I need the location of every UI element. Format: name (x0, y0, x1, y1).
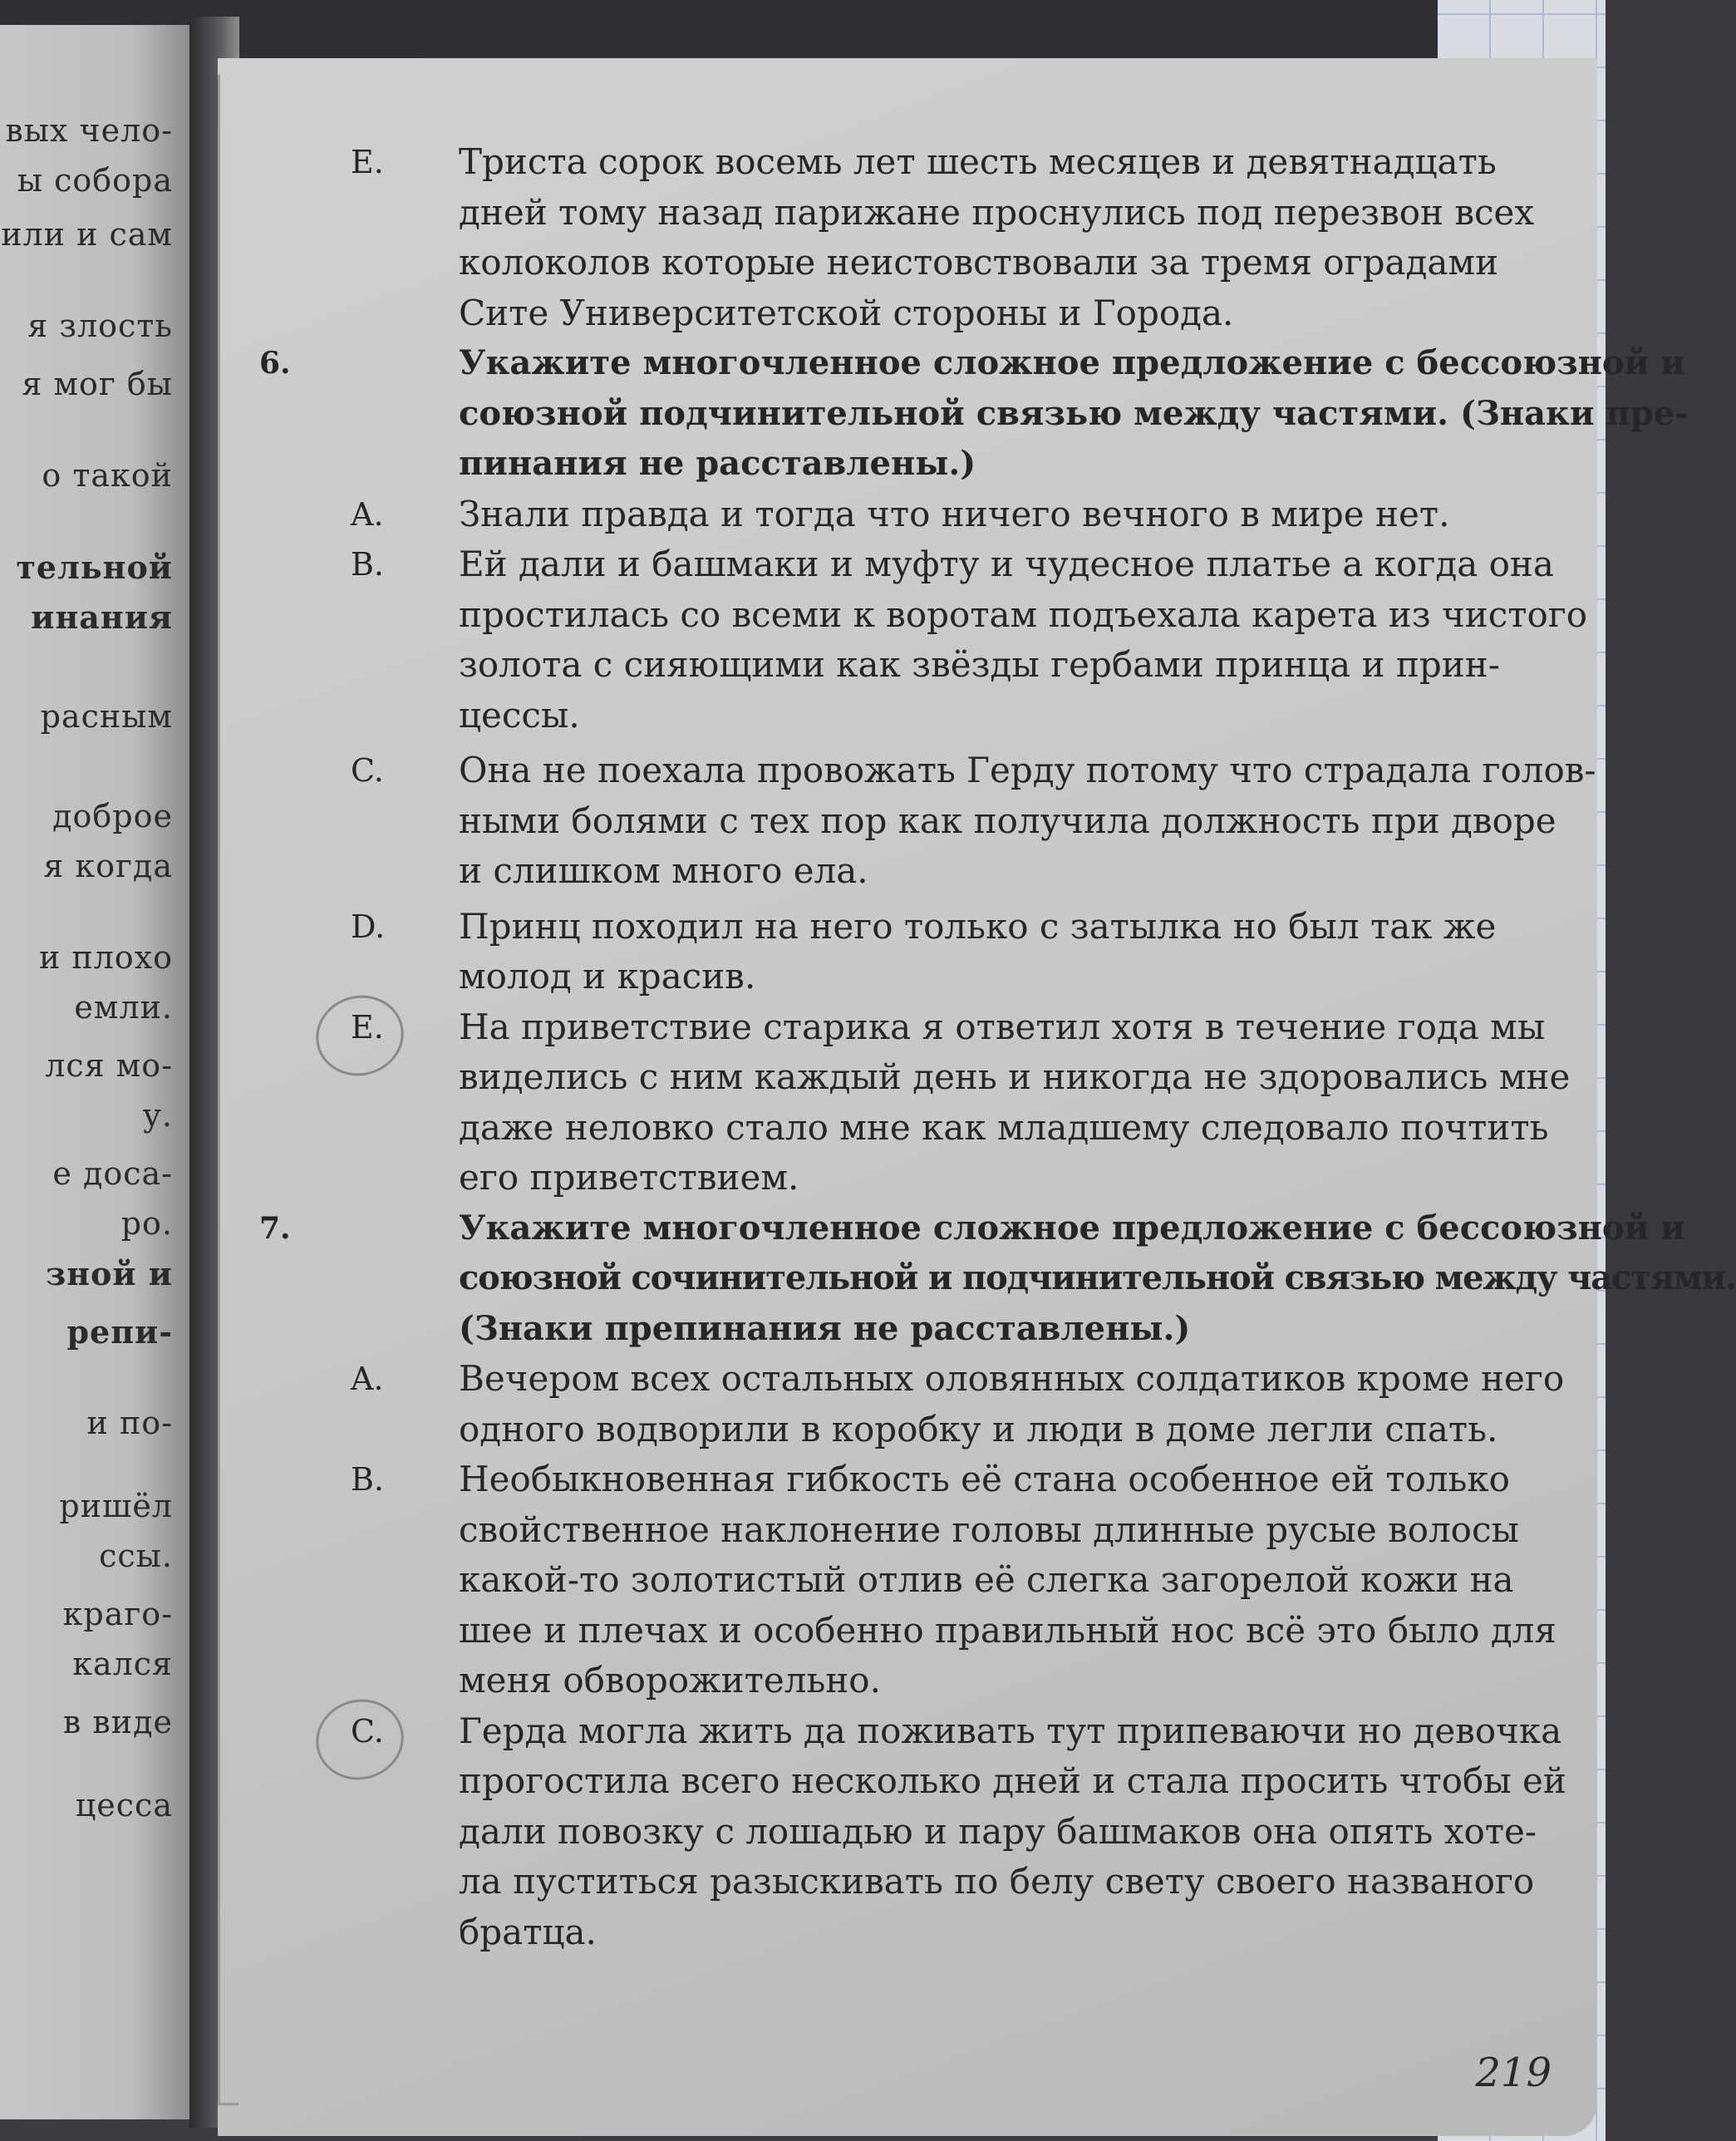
left-page-line: я когда (43, 848, 173, 884)
text-line: прогостила всего несколько дней и стала просить чтобы ей (459, 1760, 1566, 1801)
left-page-line: емли. (74, 989, 173, 1026)
left-page-line: е доса- (52, 1155, 173, 1192)
option-letter-circled (218, 1002, 459, 1203)
left-page-line: инания (31, 598, 173, 636)
text-line: и слишком много ела. (459, 850, 868, 891)
question-7 (218, 1203, 1736, 1355)
text-line: Принц походил на него только с затылка но был так же (459, 905, 1497, 947)
text-line: Она не поехала провожать Герду потому что страдала голов- (459, 750, 1596, 790)
option-letter: D. (351, 908, 386, 945)
text-line: Герда могла жить да поживать тут припеваючи но девочка (459, 1710, 1562, 1751)
left-page-line: и плохо (38, 939, 173, 976)
option-text (459, 490, 1564, 540)
text-line: союзной подчинительной связью между частями. (Знаки пре- (459, 393, 1689, 433)
text-line: простилась со всеми к воротам подъехала карета из чистого (459, 593, 1588, 635)
option-text (459, 746, 1596, 897)
option-text (459, 1454, 1564, 1706)
left-page-line: и по- (86, 1405, 173, 1441)
option-q5-e (218, 137, 1581, 338)
text-line: меня обворожительно. (459, 1660, 881, 1700)
option-text (459, 1706, 1564, 1958)
left-page-line: тельной (16, 549, 173, 586)
text-line: колоколов которые неистовствовали за тремя оградами (459, 242, 1499, 283)
option-text (459, 1002, 1571, 1203)
question-text (459, 338, 1689, 490)
text-line: шее и плечах и особенно правильный нос всё это было для (459, 1609, 1556, 1651)
text-line: (Знаки препинания не расставлены.) (459, 1308, 1191, 1348)
left-page-line: или и сам (1, 216, 173, 253)
right-page (218, 58, 1736, 2136)
text-line: ными болями с тех пор как получила должность при дворе (459, 800, 1556, 841)
option-letter-text: E. (351, 1008, 384, 1046)
option-q6-a (218, 490, 1581, 540)
text-line: Укажите многочленное сложное предложение с бессоюзной и (459, 1208, 1685, 1248)
left-page-line: о такой (42, 457, 173, 494)
text-line: На приветствие старика я ответил хотя в течение года мы (459, 1006, 1546, 1047)
left-page-line: я мог бы (22, 366, 173, 402)
text-line: молод и красив. (459, 956, 756, 997)
text-line: дали повозку с лошадью и пару башмаков она опять хоте- (459, 1810, 1537, 1852)
text-line: виделись с ним каждый день и никогда не здоровались мне (459, 1056, 1571, 1097)
option-letter: A. (351, 495, 384, 533)
text-line: золота с сияющими как звёзды гербами принца и прин- (459, 644, 1500, 685)
option-letter-text: C. (351, 1712, 384, 1750)
option-letter-circled (218, 1706, 459, 1958)
text-line: Ей дали и башмаки и муфту и чудесное платье а когда она (459, 544, 1554, 584)
left-page-line: ро. (120, 1205, 173, 1242)
option-text (459, 137, 1564, 338)
text-line: его приветствием. (459, 1157, 799, 1198)
option-q6-d (218, 902, 1581, 1002)
option-text (459, 902, 1564, 1002)
option-q6-b (218, 539, 1588, 741)
left-page-line: репи- (66, 1313, 173, 1351)
left-page-line: ришёл (59, 1488, 173, 1524)
option-text (459, 539, 1588, 741)
text-line: свойственное наклонение головы длинные русые волосы (459, 1509, 1519, 1550)
text-line: даже неловко стало мне как младшему следовало почтить (459, 1106, 1549, 1148)
option-text (459, 1354, 1564, 1454)
option-q7-c (218, 1706, 1581, 1958)
option-q7-a (218, 1354, 1581, 1454)
option-letter: B. (351, 1461, 385, 1498)
option-q7-b (218, 1454, 1581, 1706)
text-line: пинания не расставлены.) (459, 444, 976, 483)
option-letter: B. (351, 546, 385, 583)
text-line: Сите Университетской стороны и Города. (459, 292, 1234, 333)
text-line: Триста сорок восемь лет шесть месяцев и девятнадцать (459, 141, 1497, 182)
page-number: 219 (1475, 2050, 1552, 2096)
option-q6-c (218, 746, 1596, 897)
left-page-line: в виде (62, 1704, 173, 1740)
left-page-text (0, 25, 189, 2119)
text-line: дней тому назад парижане проснулись под перезвон всех (459, 191, 1535, 233)
left-page-line: ы собора (17, 162, 173, 199)
text-line: Укажите многочленное сложное предложение с бессоюзной и (459, 343, 1685, 382)
left-page-line: лся мо- (45, 1047, 173, 1084)
left-page-line: краго- (62, 1596, 173, 1632)
left-page-line: у. (142, 1097, 173, 1134)
left-page-line: ссы. (99, 1538, 173, 1574)
question-number: 6. (259, 346, 291, 381)
text-line: Необыкновенная гибкость её стана особенное ей только (459, 1459, 1510, 1499)
text-line: Вечером всех остальных оловянных солдатиков кроме него (459, 1358, 1565, 1399)
left-page (0, 25, 192, 2119)
left-page-line: зной и (45, 1255, 173, 1292)
question-6 (218, 338, 1689, 490)
left-page-line: я злость (27, 308, 173, 344)
text-line: братца. (459, 1911, 597, 1952)
text-line: ла пуститься разыскивать по белу свету своего названого (459, 1861, 1535, 1902)
left-page-line: расным (40, 698, 173, 735)
page-content (218, 137, 1736, 1957)
left-page-line: кался (72, 1646, 173, 1682)
text-line: Знали правда и тогда что ничего вечного в мире нет. (459, 493, 1450, 534)
text-line: какой-то золотистый отлив её слегка загорелой кожи на (459, 1559, 1514, 1600)
text-line: союзной сочинительной и подчинительной связью между частями. (459, 1258, 1736, 1297)
question-number: 7. (259, 1210, 291, 1246)
option-letter: C. (351, 752, 384, 789)
option-letter: E. (351, 144, 384, 180)
option-q6-e (218, 1002, 1581, 1203)
option-letter: A. (351, 1361, 384, 1397)
text-line: цессы. (459, 694, 580, 736)
left-page-line: вых чело- (5, 112, 173, 149)
left-page-line: цесса (75, 1787, 173, 1824)
question-text (459, 1203, 1736, 1355)
left-page-line: доброе (52, 798, 173, 834)
text-line: одного водворили в коробку и люди в доме легли спать. (459, 1408, 1498, 1449)
